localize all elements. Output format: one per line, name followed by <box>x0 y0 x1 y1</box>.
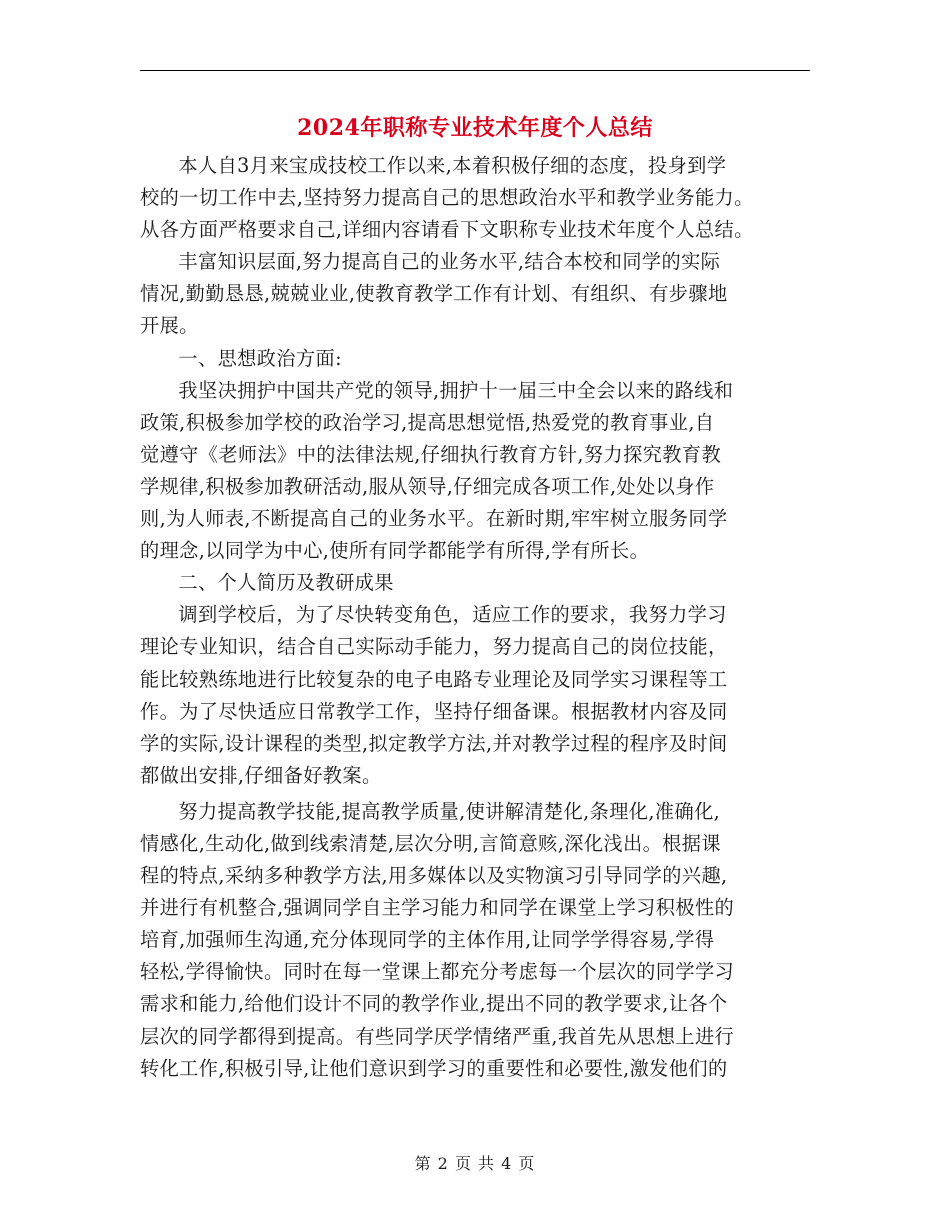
text-line: 学的实际,设计课程的类型,拟定教学方法,并对教学过程的程序及时间 <box>140 731 728 755</box>
text-line: 层次的同学都得到提高。有些同学厌学情绪严重,我首先从思想上进行 <box>140 1024 735 1048</box>
paragraph <box>140 375 812 568</box>
text-line: 则,为人师表,不断提高自己的业务水平。在新时期,牢牢树立服务同学 <box>140 507 728 531</box>
text-line: 校的一切工作中去,坚持努力提高自己的思想政治水平和教学业务能力。 <box>140 186 754 210</box>
text-line: 开展。 <box>140 314 199 338</box>
text-line: 情感化,生动化,做到线索清楚,层次分明,言简意赅,深化浅出。根据课 <box>140 831 721 855</box>
text-line: 转化工作,积极引导,让他们意识到学习的重要性和必要性,激发他们的 <box>140 1056 728 1080</box>
text-line: 的理念,以同学为中心,使所有同学都能学有所得,学有所长。 <box>140 539 650 563</box>
text-line: 觉遵守《老师法》中的法律法规,仔细执行教育方针,努力探究教育教 <box>140 442 722 466</box>
text-line: 培育,加强师生沟通,充分体现同学的主体作用,让同学学得容易,学得 <box>140 928 715 952</box>
text-line: 并进行有机整合,强调同学自主学习能力和同学在课堂上学习积极性的 <box>140 896 735 920</box>
page-number: 第 2 页 共 4 页 <box>414 1154 536 1173</box>
paragraph <box>140 599 812 792</box>
text-line: 程的特点,采纳多种教学方法,用多媒体以及实物演习引导同学的兴趣, <box>140 864 728 888</box>
text-line: 本人自3月来宝成技校工作以来,本着积极仔细的态度，投身到学 <box>178 154 727 177</box>
text-line: 二、个人简历及教研成果 <box>178 571 394 595</box>
text-line: 努力提高教学技能,提高教学质量,使讲解清楚化,条理化,准确化, <box>178 799 721 823</box>
paragraph <box>140 796 812 1085</box>
text-line: 丰富知识层面,努力提高自己的业务水平,结合本校和同学的实际 <box>178 250 721 274</box>
text-line: 学规律,积极参加教研活动,服从领导,仔细完成各项工作,处处以身作 <box>140 474 715 498</box>
paragraph <box>140 343 812 375</box>
text-line: 我坚决拥护中国共产党的领导,拥护十一届三中全会以来的路线和 <box>178 378 734 402</box>
paragraph <box>140 567 812 599</box>
text-line: 理论专业知识，结合自己实际动手能力，努力提高自己的岗位技能， <box>140 635 728 659</box>
text-line: 一、思想政治方面: <box>178 346 342 370</box>
paragraph <box>140 246 812 342</box>
text-line: 能比较熟练地进行比较复杂的电子电路专业理论及同学实习课程等工 <box>140 667 728 691</box>
header-rule <box>140 70 810 71</box>
text-line: 调到学校后，为了尽快转变角色，适应工作的要求，我努力学习 <box>178 603 727 627</box>
text-line: 情况,勤勤恳恳,兢兢业业,使教育教学工作有计划、有组织、有步骤地 <box>140 282 728 306</box>
text-line: 轻松,学得愉快。同时在每一堂课上都充分考虑每一个层次的同学学习 <box>140 960 735 984</box>
text-line: 从各方面严格要求自己,详细内容请看下文职称专业技术年度个人总结。 <box>140 218 754 242</box>
text-line: 都做出安排,仔细备好教案。 <box>140 763 382 787</box>
document-title: 2024年职称专业技术年度个人总结 <box>297 115 653 141</box>
text-line: 政策,积极参加学校的政治学习,提高思想觉悟,热爱党的教育事业,自 <box>140 410 715 434</box>
document-body <box>140 150 812 1085</box>
text-line: 作。为了尽快适应日常教学工作，坚持仔细备课。根据教材内容及同 <box>140 699 728 723</box>
text-line: 需求和能力,给他们设计不同的教学作业,提出不同的教学要求,让各个 <box>140 992 728 1016</box>
paragraph <box>140 150 812 246</box>
